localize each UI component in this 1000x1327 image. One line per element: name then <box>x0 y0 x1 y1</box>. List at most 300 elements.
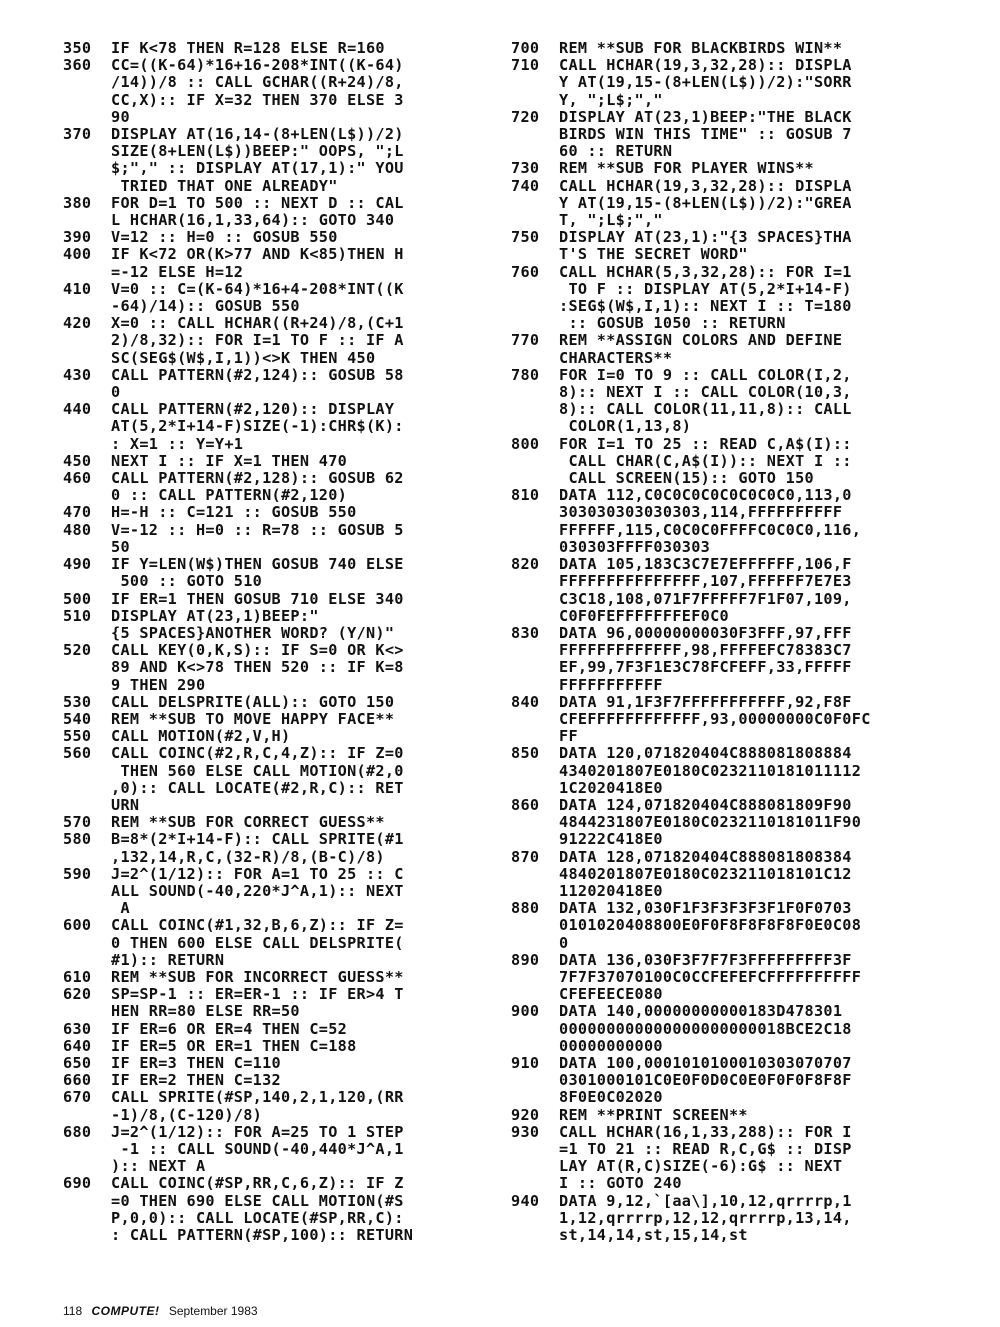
code-line <box>511 126 951 143</box>
code-text: DATA 140,00000000000183D478301 <box>559 1002 843 1021</box>
line-number <box>511 384 559 401</box>
code-text: V=12 :: H=0 :: GOSUB 550 <box>111 228 338 247</box>
line-number: 560 <box>63 744 92 763</box>
line-number <box>511 92 559 109</box>
line-number: 530 <box>63 692 92 711</box>
code-text: 1,12,qrrrrp,12,12,qrrrrp,13,14, <box>559 1208 852 1227</box>
code-text: FOR D=1 TO 500 :: NEXT D :: CAL <box>111 193 404 212</box>
code-line <box>63 74 503 91</box>
code-line <box>63 522 503 539</box>
code-text: CALL COINC(#2,R,C,4,Z):: IF Z=0 <box>111 744 404 763</box>
line-number <box>511 780 559 797</box>
code-text: 0 <box>559 933 569 952</box>
line-number: 850 <box>511 744 540 763</box>
code-text: SP=SP-1 :: ER=ER-1 :: IF ER>4 T <box>111 985 404 1004</box>
code-line <box>63 195 503 212</box>
line-number <box>63 109 111 126</box>
code-line <box>511 1055 951 1072</box>
code-text: P,0,0):: CALL LOCATE(#SP,RR,C): <box>111 1208 404 1227</box>
line-number <box>63 1227 111 1244</box>
code-line <box>511 986 951 1003</box>
line-number: 570 <box>63 813 92 832</box>
code-line <box>511 229 951 246</box>
line-number <box>63 952 111 969</box>
code-text: {5 SPACES}ANOTHER WORD? (Y/N)" <box>111 623 395 642</box>
code-line <box>511 780 951 797</box>
line-number: 910 <box>511 1053 540 1072</box>
line-number <box>511 1210 559 1227</box>
code-line <box>511 143 951 160</box>
code-line <box>63 625 503 642</box>
line-number: 540 <box>63 709 92 728</box>
line-number <box>511 831 559 848</box>
line-number: 470 <box>63 503 92 522</box>
line-number: 710 <box>511 56 540 75</box>
code-line <box>511 917 951 934</box>
code-line <box>511 178 951 195</box>
code-text: CALL COINC(#SP,RR,C,6,Z):: IF Z <box>111 1174 404 1193</box>
line-number: 900 <box>511 1002 540 1021</box>
code-text: CALL COINC(#1,32,B,6,Z):: IF Z= <box>111 916 404 935</box>
code-line <box>511 1089 951 1106</box>
line-number <box>63 92 111 109</box>
code-line <box>511 384 951 401</box>
code-line <box>63 694 503 711</box>
code-text: CALL KEY(0,K,S):: IF S=0 OR K<> <box>111 641 404 660</box>
code-line <box>63 935 503 952</box>
line-number <box>511 1089 559 1106</box>
code-text: FFFFFFFFFFF <box>559 675 663 694</box>
code-text: =1 TO 21 :: READ R,C,G$ :: DISP <box>559 1140 852 1158</box>
code-line <box>511 92 951 109</box>
code-text: 112020418E0 <box>559 881 663 900</box>
code-line <box>63 1227 503 1244</box>
line-number <box>511 522 559 539</box>
code-text: -1)/8,(C-120)/8) <box>111 1105 263 1124</box>
line-number <box>63 1210 111 1227</box>
code-line <box>511 487 951 504</box>
line-number <box>511 539 559 556</box>
line-number <box>511 1021 559 1038</box>
line-number: 460 <box>63 469 92 488</box>
code-text: SIZE(8+LEN(L$))BEEP:" OOPS, ";L <box>111 142 404 161</box>
code-text: HEN RR=80 ELSE RR=50 <box>111 1002 300 1021</box>
line-number: 510 <box>63 606 92 625</box>
line-number <box>63 763 111 780</box>
code-text: REM **SUB TO MOVE HAPPY FACE** <box>111 709 395 728</box>
code-line <box>511 195 951 212</box>
code-text: CALL HCHAR(19,3,32,28):: DISPLA <box>559 176 852 195</box>
code-line <box>511 298 951 315</box>
line-number <box>511 1038 559 1055</box>
code-text: CALL PATTERN(#2,120):: DISPLAY <box>111 400 395 419</box>
code-line <box>63 1038 503 1055</box>
line-number: 380 <box>63 193 92 212</box>
code-line <box>511 608 951 625</box>
line-number <box>511 1175 559 1192</box>
code-line <box>511 539 951 556</box>
code-line <box>63 470 503 487</box>
code-text: L HCHAR(16,1,33,64):: GOTO 340 <box>111 211 395 230</box>
code-text: 2)/8,32):: FOR I=1 TO F :: IF A <box>111 331 404 350</box>
code-text: REM **PRINT SCREEN** <box>559 1105 748 1124</box>
code-line <box>63 1089 503 1106</box>
code-text: 00000000000 <box>559 1036 663 1055</box>
line-number: 440 <box>63 400 92 419</box>
code-line <box>63 109 503 126</box>
line-number: 390 <box>63 228 92 247</box>
line-number: 780 <box>511 365 540 384</box>
line-number: 700 <box>511 39 540 57</box>
code-text: CALL HCHAR(16,1,33,288):: FOR I <box>559 1122 852 1141</box>
code-text: V=0 :: C=(K-64)*16+4-208*INT((K <box>111 279 404 298</box>
code-text: REM **SUB FOR PLAYER WINS** <box>559 159 814 178</box>
code-text: J=2^(1/12):: FOR A=25 TO 1 STEP <box>111 1122 404 1141</box>
code-text: FOR I=1 TO 25 :: READ C,A$(I):: <box>559 434 852 453</box>
code-text: J=2^(1/12):: FOR A=1 TO 25 :: C <box>111 864 404 883</box>
line-number <box>63 487 111 504</box>
line-number: 590 <box>63 864 92 883</box>
line-number <box>63 797 111 814</box>
line-number: 880 <box>511 899 540 918</box>
code-text: 0 :: CALL PATTERN(#2,120) <box>111 486 348 505</box>
line-number <box>511 814 559 831</box>
code-line <box>511 401 951 418</box>
line-number: 840 <box>511 692 540 711</box>
code-text: IF ER=2 THEN C=132 <box>111 1071 281 1090</box>
code-line <box>511 573 951 590</box>
code-line <box>63 814 503 831</box>
line-number: 370 <box>63 125 92 144</box>
code-line <box>511 1021 951 1038</box>
code-line <box>63 1210 503 1227</box>
code-line <box>63 539 503 556</box>
code-line <box>511 436 951 453</box>
code-text: ALL SOUND(-40,220*J^A,1):: NEXT <box>111 881 404 900</box>
code-line <box>511 332 951 349</box>
code-line <box>63 969 503 986</box>
line-number <box>511 986 559 1003</box>
code-line <box>511 453 951 470</box>
code-text: Y AT(19,15-(8+LEN(L$))/2):"GREA <box>559 193 852 212</box>
line-number <box>63 143 111 160</box>
line-number: 930 <box>511 1122 540 1141</box>
line-number <box>511 1141 559 1158</box>
code-text: 90 <box>111 107 130 126</box>
code-text: REM **ASSIGN COLORS AND DEFINE <box>559 331 843 350</box>
code-text: 89 AND K<>78 THEN 520 :: IF K=8 <box>111 658 404 677</box>
line-number: 870 <box>511 847 540 866</box>
code-line <box>511 711 951 728</box>
code-text: :SEG$(W$,I,1):: NEXT I :: T=180 <box>559 297 852 316</box>
code-line <box>511 160 951 177</box>
line-number: 480 <box>63 520 92 539</box>
line-number <box>63 780 111 797</box>
code-line <box>511 831 951 848</box>
line-number <box>63 1003 111 1020</box>
code-text: DATA 120,071820404C888081808884 <box>559 744 852 763</box>
line-number <box>511 969 559 986</box>
code-text: IF K<78 THEN R=128 ELSE R=160 <box>111 39 385 57</box>
code-text: T, ";L$;"," <box>559 211 663 230</box>
line-number <box>511 418 559 435</box>
code-text: ,0):: CALL LOCATE(#2,R,C):: RET <box>111 778 404 797</box>
code-text: 000000000000000000000018BCE2C18 <box>559 1019 852 1038</box>
code-line <box>511 74 951 91</box>
line-number <box>511 608 559 625</box>
code-text: =0 THEN 690 ELSE CALL MOTION(#S <box>111 1191 404 1210</box>
code-line <box>63 212 503 229</box>
code-text: FFFFFF,115,C0C0C0FFFFC0C0C0,116, <box>559 520 862 539</box>
code-line <box>511 1124 951 1141</box>
code-line <box>511 1227 951 1244</box>
code-line <box>511 969 951 986</box>
code-text: CALL PATTERN(#2,124):: GOSUB 58 <box>111 365 404 384</box>
line-number: 750 <box>511 228 540 247</box>
code-line <box>511 350 951 367</box>
line-number <box>63 350 111 367</box>
code-line <box>63 315 503 332</box>
line-number <box>63 900 111 917</box>
code-line <box>511 797 951 814</box>
line-number: 830 <box>511 623 540 642</box>
line-number <box>511 1072 559 1089</box>
line-number: 600 <box>63 916 92 935</box>
code-text: X=0 :: CALL HCHAR((R+24)/8,(C+1 <box>111 314 404 333</box>
code-line <box>511 659 951 676</box>
line-number: 940 <box>511 1191 540 1210</box>
code-line <box>63 780 503 797</box>
code-line <box>511 763 951 780</box>
code-line <box>511 883 951 900</box>
code-text: 0 <box>111 383 121 402</box>
issue-date: September 1983 <box>168 1304 258 1318</box>
line-number: 580 <box>63 830 92 849</box>
code-text: BIRDS WIN THIS TIME" :: GOSUB 7 <box>559 125 852 144</box>
line-number: 820 <box>511 555 540 574</box>
code-line <box>511 900 951 917</box>
code-line <box>511 1107 951 1124</box>
code-line <box>511 952 951 969</box>
code-text: 7F7F37070100C0CCFEFEFCFFFFFFFFFF <box>559 967 862 986</box>
code-text: DATA 112,C0C0C0C0C0C0C0C0,113,0 <box>559 486 852 505</box>
line-number: 490 <box>63 555 92 574</box>
code-line <box>63 418 503 435</box>
code-text: 500 :: GOTO 510 <box>111 572 263 591</box>
code-text: CALL DELSPRITE(ALL):: GOTO 150 <box>111 692 395 711</box>
code-line <box>511 677 951 694</box>
code-text: H=-H :: C=121 :: GOSUB 550 <box>111 503 357 522</box>
line-number: 690 <box>63 1174 92 1193</box>
code-text: Y, ";L$;"," <box>559 90 663 109</box>
code-line <box>63 952 503 969</box>
line-number: 360 <box>63 56 92 75</box>
code-line <box>63 866 503 883</box>
code-text: V=-12 :: H=0 :: R=78 :: GOSUB 5 <box>111 520 404 539</box>
code-text: DISPLAY AT(16,14-(8+LEN(L$))/2) <box>111 125 404 144</box>
code-text: -1 :: CALL SOUND(-40,440*J^A,1 <box>111 1140 404 1158</box>
code-line <box>63 229 503 246</box>
code-line <box>63 160 503 177</box>
code-line <box>511 57 951 74</box>
code-text: FOR I=0 TO 9 :: CALL COLOR(I,2, <box>559 365 852 384</box>
code-text: DISPLAY AT(23,1)BEEP:" <box>111 606 319 625</box>
code-text: IF ER=3 THEN C=110 <box>111 1053 281 1072</box>
code-line <box>63 401 503 418</box>
code-line <box>63 1072 503 1089</box>
code-line <box>63 57 503 74</box>
line-number <box>511 315 559 332</box>
line-number: 450 <box>63 451 92 470</box>
code-line <box>511 1038 951 1055</box>
code-text: 303030303030303,114,FFFFFFFFFF <box>559 503 843 522</box>
code-text: AT(5,2*I+14-F)SIZE(-1):CHR$(K): <box>111 417 404 436</box>
code-line <box>63 1158 503 1175</box>
line-number: 740 <box>511 176 540 195</box>
code-text: DATA 100,0001010100010303070707 <box>559 1053 852 1072</box>
code-line <box>63 556 503 573</box>
code-line <box>63 797 503 814</box>
code-text: 0 THEN 600 ELSE CALL DELSPRITE( <box>111 933 404 952</box>
line-number <box>511 866 559 883</box>
line-number <box>63 74 111 91</box>
code-column-left <box>63 40 503 1244</box>
line-number: 520 <box>63 641 92 660</box>
line-number <box>511 453 559 470</box>
line-number: 760 <box>511 262 540 281</box>
code-text: CFEFEECE080 <box>559 985 663 1004</box>
line-number <box>63 418 111 435</box>
code-line <box>63 350 503 367</box>
code-text: 8):: NEXT I :: CALL COLOR(10,3, <box>559 383 852 402</box>
line-number <box>63 625 111 642</box>
code-line <box>511 212 951 229</box>
code-text: I :: GOTO 240 <box>559 1174 682 1193</box>
code-line <box>511 745 951 762</box>
line-number <box>63 436 111 453</box>
code-text: IF ER=6 OR ER=4 THEN C=52 <box>111 1019 348 1038</box>
code-line <box>511 418 951 435</box>
code-text: -64)/14):: GOSUB 550 <box>111 297 300 316</box>
code-text: SC(SEG$(W$,I,1))<>K THEN 450 <box>111 348 376 367</box>
line-number: 770 <box>511 331 540 350</box>
code-text: 9 THEN 290 <box>111 675 206 694</box>
line-number <box>511 573 559 590</box>
code-text: FFFFFFFFFFFFF,98,FFFFEFC78383C7 <box>559 641 852 660</box>
code-text: NEXT I :: IF X=1 THEN 470 <box>111 451 348 470</box>
code-line <box>63 677 503 694</box>
line-number <box>63 1158 111 1175</box>
code-text: 0301000101C0E0F0D0C0E0F0F0F8F8F <box>559 1071 852 1090</box>
code-line <box>511 849 951 866</box>
line-number <box>63 659 111 676</box>
code-line <box>63 1003 503 1020</box>
code-text: DATA 96,00000000030F3FFF,97,FFF <box>559 623 852 642</box>
page-number: 118 <box>63 1304 83 1318</box>
line-number <box>63 1107 111 1124</box>
line-number: 660 <box>63 1071 92 1090</box>
code-text: CALL HCHAR(5,3,32,28):: FOR I=1 <box>559 262 852 281</box>
code-line <box>63 1124 503 1141</box>
line-number <box>63 160 111 177</box>
code-line <box>63 246 503 263</box>
code-line <box>511 556 951 573</box>
code-line <box>511 866 951 883</box>
code-line <box>63 986 503 1003</box>
line-number: 500 <box>63 589 92 608</box>
line-number: 800 <box>511 434 540 453</box>
code-text: CALL SPRITE(#SP,140,2,1,120,(RR <box>111 1088 404 1107</box>
line-number <box>63 935 111 952</box>
code-text: Y AT(19,15-(8+LEN(L$))/2):"SORR <box>559 73 852 92</box>
code-line <box>63 573 503 590</box>
code-text: DISPLAY AT(23,1)BEEP:"THE BLACK <box>559 107 852 126</box>
code-text: 50 <box>111 537 130 556</box>
line-number: 620 <box>63 985 92 1004</box>
code-line <box>63 608 503 625</box>
code-text: CALL SCREEN(15):: GOTO 150 <box>559 469 814 488</box>
code-text: URN <box>111 795 140 814</box>
code-line <box>63 281 503 298</box>
line-number <box>63 298 111 315</box>
line-number <box>511 504 559 521</box>
code-line <box>63 831 503 848</box>
code-text: IF Y=LEN(W$)THEN GOSUB 740 ELSE <box>111 555 404 574</box>
line-number: 650 <box>63 1053 92 1072</box>
code-line <box>63 504 503 521</box>
code-text: C3C18,108,071F7FFFFF7F1F07,109, <box>559 589 852 608</box>
code-line <box>63 332 503 349</box>
code-line <box>63 367 503 384</box>
code-text: : CALL PATTERN(#SP,100):: RETURN <box>111 1226 414 1245</box>
line-number <box>511 470 559 487</box>
line-number: 860 <box>511 795 540 814</box>
line-number: 610 <box>63 967 92 986</box>
line-number <box>63 573 111 590</box>
code-line <box>63 1021 503 1038</box>
line-number <box>63 539 111 556</box>
code-text: 60 :: RETURN <box>559 142 673 161</box>
code-line <box>63 1175 503 1192</box>
line-number <box>511 642 559 659</box>
line-number: 720 <box>511 107 540 126</box>
code-line <box>63 1107 503 1124</box>
line-number <box>63 677 111 694</box>
code-line <box>511 264 951 281</box>
code-line <box>511 591 951 608</box>
line-number: 890 <box>511 950 540 969</box>
code-line <box>63 849 503 866</box>
code-line <box>63 883 503 900</box>
line-number <box>511 1158 559 1175</box>
code-text: IF K<72 OR(K>77 AND K<85)THEN H <box>111 245 404 264</box>
code-text: ):: NEXT A <box>111 1157 206 1176</box>
code-line <box>63 143 503 160</box>
code-line <box>511 1141 951 1158</box>
line-number <box>511 883 559 900</box>
line-number: 430 <box>63 365 92 384</box>
line-number: 420 <box>63 314 92 333</box>
line-number: 640 <box>63 1036 92 1055</box>
code-line <box>63 178 503 195</box>
code-line <box>511 470 951 487</box>
line-number <box>511 763 559 780</box>
code-line <box>63 487 503 504</box>
code-text: CALL CHAR(C,A$(I)):: NEXT I :: <box>559 451 852 470</box>
line-number <box>511 728 559 745</box>
line-number <box>63 384 111 401</box>
line-number: 670 <box>63 1088 92 1107</box>
